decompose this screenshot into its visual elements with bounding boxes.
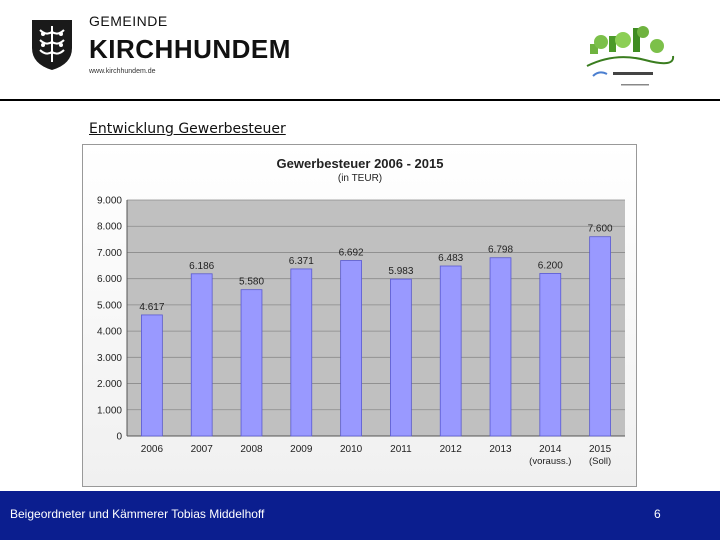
x-tick-label: 2013 [489, 444, 512, 455]
slide-subtitle: Entwicklung Gewerbesteuer [89, 121, 286, 137]
bar-2015 [590, 237, 611, 436]
footer-bar [0, 491, 720, 540]
header-divider [0, 99, 720, 101]
municipal-crest-icon [30, 18, 74, 72]
footer-presenter: Beigeordneter und Kämmerer Tobias Middelhoff [10, 507, 265, 521]
x-tick-label: 2007 [190, 444, 213, 455]
x-tick-label: 2010 [339, 444, 363, 455]
data-label: 6.186 [189, 260, 215, 272]
data-label: 6.692 [338, 247, 364, 259]
bar-2009 [291, 269, 312, 436]
bar-2010 [341, 261, 362, 436]
bar-2011 [390, 279, 411, 436]
x-tick-label: 2006 [140, 444, 164, 455]
data-label: 4.617 [139, 301, 165, 313]
header-title: KIRCHHUNDEM [89, 34, 291, 64]
bar-2013 [490, 258, 511, 436]
x-tick-sublabel: (vorauss.) [529, 456, 572, 467]
data-label: 6.200 [537, 260, 563, 272]
chart-title: Gewerbesteuer 2006 - 2015 [276, 156, 444, 171]
y-tick-label: 6.000 [96, 274, 122, 286]
header-pretitle: GEMEINDE [89, 13, 168, 29]
data-label: 5.983 [388, 266, 414, 278]
data-label: 7.600 [587, 223, 613, 235]
y-tick-label: 4.000 [96, 326, 122, 338]
region-logo-icon [585, 22, 675, 90]
y-tick-label: 7.000 [96, 247, 122, 259]
bar-2007 [191, 274, 212, 436]
x-tick-label: 2011 [390, 444, 412, 455]
chart-subtitle: (in TEUR) [337, 173, 383, 184]
y-tick-label: 2.000 [96, 379, 122, 391]
data-label: 6.371 [288, 255, 314, 267]
data-label: 6.798 [487, 244, 514, 256]
bar-2006 [141, 315, 162, 436]
x-tick-sublabel: (Soll) [589, 456, 612, 467]
x-tick-label: 2012 [439, 444, 462, 455]
x-tick-label: 2008 [240, 444, 263, 455]
x-tick-label: 2015 [588, 444, 612, 455]
header-url[interactable]: www.kirchhundem.de [89, 68, 156, 75]
y-tick-label: 9.000 [96, 195, 122, 207]
page-number: 6 [654, 507, 661, 521]
bar-2012 [440, 266, 461, 436]
data-label: 6.483 [438, 253, 464, 265]
y-tick-label: 8.000 [96, 221, 122, 233]
data-label: 5.580 [238, 276, 265, 288]
y-tick-label: 0 [116, 431, 122, 443]
bar-2014 [540, 273, 561, 436]
tax-bar-chart [82, 144, 637, 487]
y-tick-label: 5.000 [96, 300, 122, 312]
y-tick-label: 3.000 [96, 352, 122, 364]
bar-2008 [241, 290, 262, 436]
x-tick-label: 2014 [539, 444, 562, 455]
x-tick-label: 2009 [290, 444, 313, 455]
y-tick-label: 1.000 [96, 405, 122, 417]
